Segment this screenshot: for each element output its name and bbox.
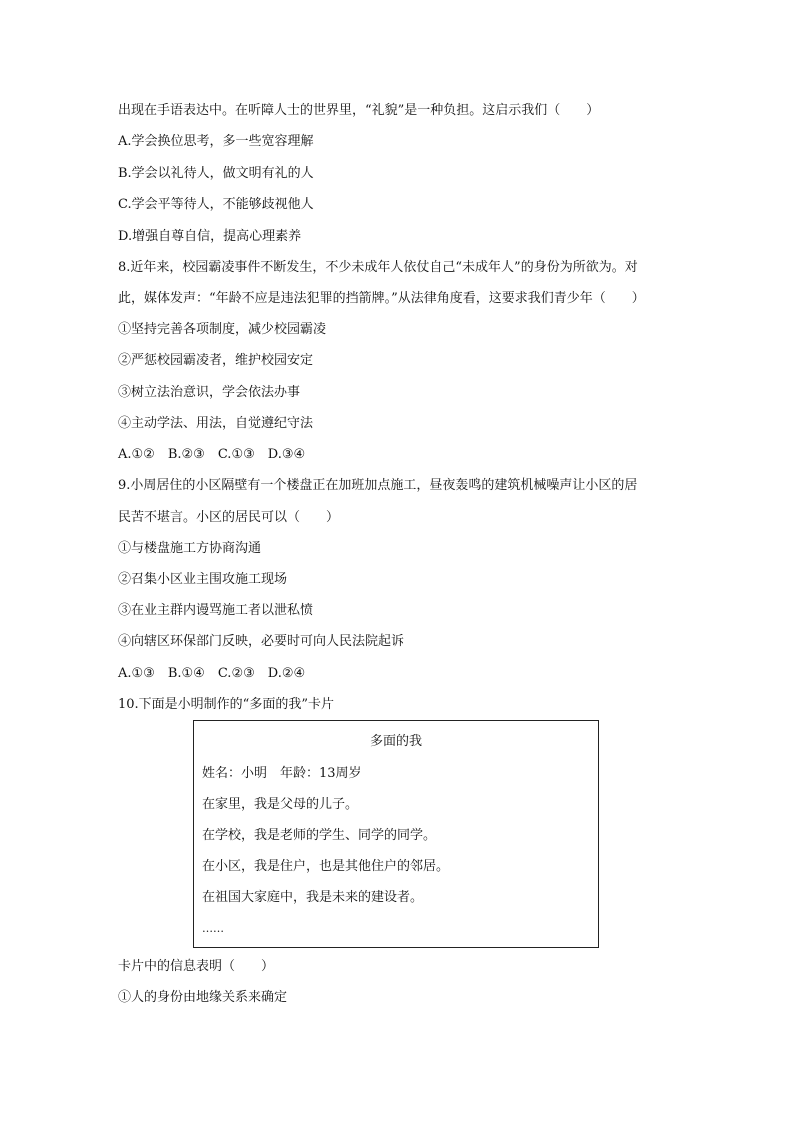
card-title: 多面的我 [369,734,422,749]
q10-question: 卡片中的信息表明（ ） [118,959,275,974]
q9-item-1: ①与楼盘施工方协商沟通 [118,541,262,556]
q8-item-3: ③树立法治意识，学会依法办事 [118,385,301,400]
q7-stem-continuation: 出现在手语表达中。在听障人士的世界里，“礼貌”是一种负担。这启示我们（ ） [118,103,600,118]
q9-stem-line-1: 9.小周居住的小区隔壁有一个楼盘正在加班加点施工，昼夜轰鸣的建筑机械噪声让小区的居 [118,478,638,493]
q8-item-2: ②严惩校园霸凌者，维护校园安定 [118,353,314,368]
card-line-ellipsis: …… [202,922,224,935]
q7-option-d: D.增强自尊自信，提高心理素养 [118,229,302,244]
q8-choices: A.①② B.②③ C.①③ D.③④ [118,447,306,462]
q8-item-4: ④主动学法、用法，自觉遵纪守法 [118,416,314,431]
q10-item-1: ①人的身份由地缘关系来确定 [118,990,288,1005]
card-line-home: 在家里，我是父母的儿子。 [202,797,359,812]
q9-item-2: ②召集小区业主围攻施工现场 [118,572,288,587]
q7-option-b: B.学会以礼待人，做文明有礼的人 [118,166,314,181]
card-line-community: 在小区，我是住户，也是其他住户的邻居。 [202,859,450,874]
q9-item-4: ④向辖区环保部门反映，必要时可向人民法院起诉 [118,634,405,649]
q9-item-3: ③在业主群内谩骂施工者以泄私愤 [118,603,314,618]
q8-item-1: ①坚持完善各项制度，减少校园霸凌 [118,322,327,337]
q9-stem-line-2: 民苦不堪言。小区的居民可以（ ） [118,510,340,525]
q8-stem-line-2: 此，媒体发声：“年龄不应是违法犯罪的挡箭牌。”从法律角度看，这要求我们青少年（ ） [118,291,645,306]
q7-option-a: A.学会换位思考，多一些宽容理解 [118,134,314,149]
card-line-school: 在学校，我是老师的学生、同学的同学。 [202,828,437,843]
q7-option-c: C.学会平等待人，不能够歧视他人 [118,197,314,212]
card-line-name-age: 姓名：小明 年龄：13周岁 [202,766,362,781]
q10-stem: 10.下面是小明制作的“多面的我”卡片 [118,697,334,712]
q9-choices: A.①③ B.①④ C.②③ D.②④ [118,666,306,681]
q8-stem-line-1: 8.近年来，校园霸凌事件不断发生，不少未成年人依仗自己“未成年人”的身份为所欲为。对 [118,260,638,275]
identity-card [193,720,599,948]
card-line-country: 在祖国大家庭中，我是未来的建设者。 [202,890,424,905]
